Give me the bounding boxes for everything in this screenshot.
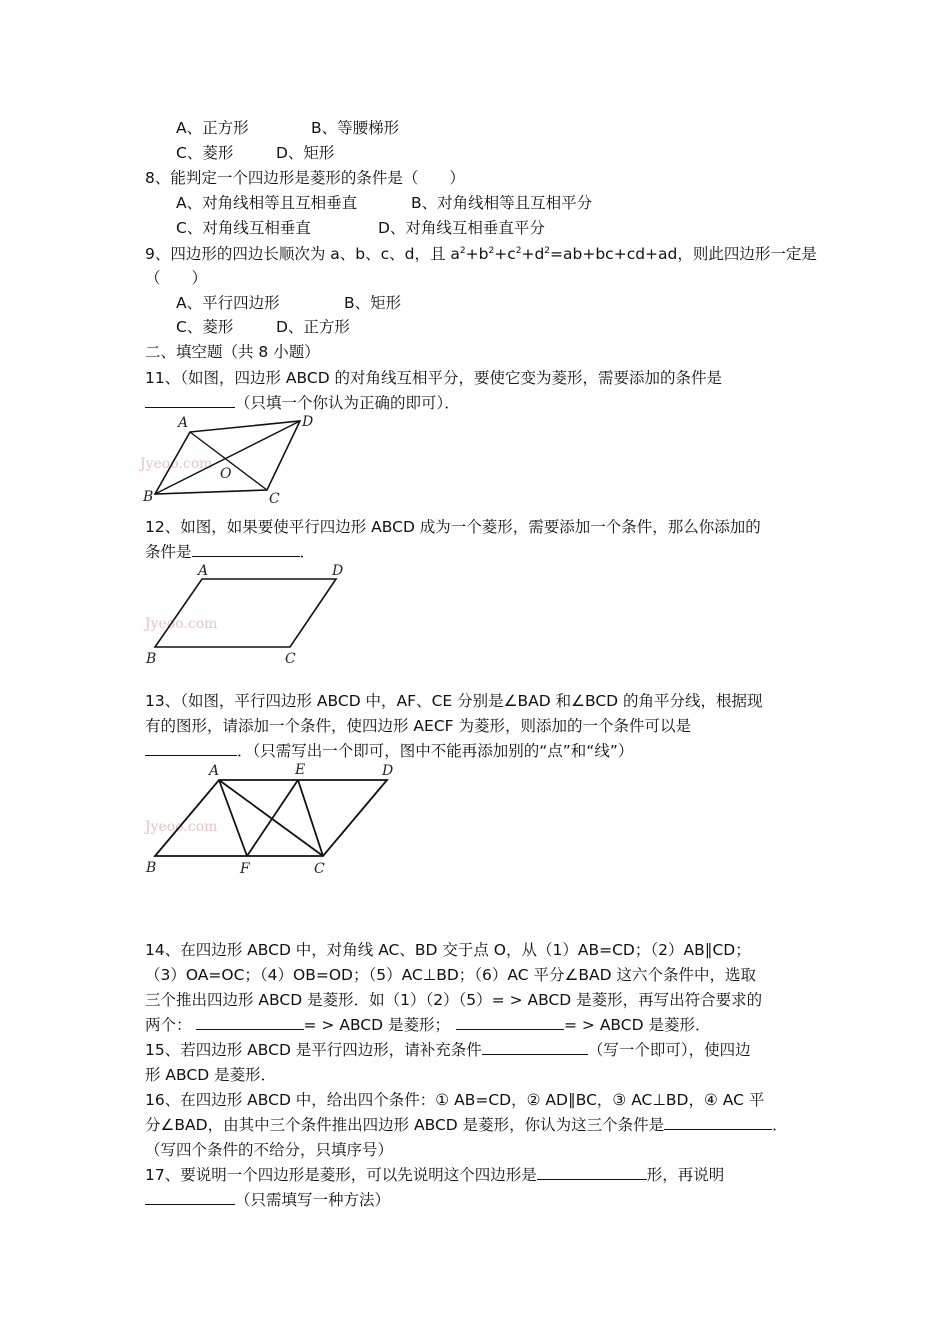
q11-answer-blank[interactable]	[145, 393, 235, 408]
q12-line1: 12、如图，如果要使平行四边形 ABCD 成为一个菱形，需要添加一个条件，那么你添加的	[145, 518, 761, 536]
q9-option-d: D、正方形	[276, 318, 350, 336]
q9-paren: （ ）	[145, 269, 208, 287]
q11-label-d: D	[302, 414, 314, 430]
q13-figure	[140, 758, 400, 883]
q14-line3: 三个推出四边形 ABCD 是菱形．如（1）（2）（5）= > ABCD 是菱形，再写出符合要求的	[145, 991, 763, 1009]
q8-option-a: A、对角线相等且互相垂直	[176, 194, 358, 212]
q13-line1: 13、（如图，平行四边形 ABCD 中，AF、CE 分别是∠BAD 和∠BCD 的角平分线，根据现	[145, 692, 763, 710]
q14-line1: 14、在四边形 ABCD 中，对角线 AC、BD 交于点 O，从（1）AB=CD；（2）AB∥CD；	[145, 941, 751, 959]
q14-line2: （3）OA=OC；（4）OB=OD；（5）AC⊥BD；（6）AC 平分∠BAD 这六个条件中，选取	[145, 966, 756, 984]
q15-line1: 15、若四边形 ABCD 是平行四边形，请补充条件 （写一个即可），使四边	[145, 1041, 751, 1059]
q12-figure	[140, 560, 355, 670]
q11-label-c: C	[269, 491, 280, 507]
q12-label-c: C	[285, 651, 296, 667]
q12-label-d: D	[332, 563, 344, 579]
q9-options-row2	[176, 317, 350, 337]
q13-label-f: F	[240, 861, 250, 877]
q11-figure	[138, 410, 328, 508]
q13-label-a: A	[209, 763, 220, 779]
q8-stem: 8、能判定一个四边形是菱形的条件是（ ）	[145, 169, 465, 187]
q8-option-c: C、对角线互相垂直	[176, 219, 311, 237]
q17-line2: （只需填写一种方法）	[145, 1190, 390, 1210]
q8-options-row2	[176, 218, 545, 238]
q14-answer-blank-2[interactable]	[456, 1015, 564, 1030]
q7-option-d: D、矩形	[276, 144, 335, 162]
q13-diagonal-ac	[219, 780, 323, 856]
q8-options-row1	[176, 193, 593, 213]
watermark-text: Jyeoo.com	[145, 616, 218, 632]
q15-answer-blank[interactable]	[482, 1040, 588, 1055]
q14-answer-blank-1[interactable]	[196, 1015, 304, 1030]
q16-line3: （写四个条件的不给分，只填序号）	[145, 1141, 394, 1159]
q7-options-row2	[176, 143, 335, 163]
q11-label-o: O	[220, 466, 232, 482]
q9-option-a: A、平行四边形	[176, 294, 280, 312]
q8-option-d: D、对角线互相垂直平分	[378, 219, 545, 237]
q12-label-b: B	[146, 651, 157, 667]
q13-segment-af	[219, 780, 247, 856]
watermark-text: Jyeoo.com	[140, 456, 213, 472]
q13-line2: 有的图形，请添加一个条件，使四边形 AECF 为菱形，则添加的一个条件可以是	[145, 717, 691, 735]
q17-answer-blank-1[interactable]	[537, 1165, 647, 1180]
q7-option-b: B、等腰梯形	[311, 119, 400, 137]
q8-option-b: B、对角线相等且互相平分	[411, 194, 593, 212]
q9-options-row1	[176, 293, 402, 313]
q13-segment-ec	[298, 780, 323, 856]
q13-label-d: D	[382, 763, 394, 779]
q9-stem: 9、四边形的四边长顺次为 a、b、c、d，且 $a^2+b^2+c^2+d^2=ab+bc+cd+ad$，则此四边形一定是	[145, 245, 817, 263]
q13-label-c: C	[314, 861, 325, 877]
q14-line4: 两个： = > ABCD 是菱形； = > ABCD 是菱形．	[145, 1016, 711, 1034]
q11-label-b: B	[143, 489, 154, 505]
section-heading: 二、填空题（共 8 小题）	[145, 343, 320, 361]
q16-line2: 分∠BAD，由其中三个条件推出四边形 ABCD 是菱形，你认为这三个条件是 ．	[145, 1116, 788, 1134]
q7-option-c: C、菱形	[176, 144, 234, 162]
q7-option-a: A、正方形	[176, 119, 249, 137]
q11-label-a: A	[178, 415, 189, 431]
q12-label-a: A	[198, 563, 209, 579]
q17-line1: 17、要说明一个四边形是菱形，可以先说明这个四边形是 形，再说明	[145, 1166, 725, 1184]
q17-answer-blank-2[interactable]	[145, 1190, 235, 1205]
q12-parallelogram	[155, 579, 336, 647]
q9-option-b: B、矩形	[344, 294, 402, 312]
q12-line2: 条件是 ．	[145, 543, 316, 561]
watermark-text: Jyeoo.com	[145, 819, 218, 835]
q13-answer-blank[interactable]	[145, 741, 237, 756]
q11-line2: （只填一个你认为正确的即可）．	[145, 393, 460, 413]
q15-line2: 形 ABCD 是菱形．	[145, 1066, 277, 1084]
q7-options-row1	[176, 118, 400, 138]
q13-label-e: E	[295, 762, 306, 778]
q13-label-b: B	[146, 860, 157, 876]
q13-segment-ef	[247, 780, 298, 856]
q16-answer-blank[interactable]	[664, 1115, 772, 1130]
q9-option-c: C、菱形	[176, 318, 234, 336]
q12-answer-blank[interactable]	[192, 542, 300, 557]
q11-line1: 11、（如图，四边形 ABCD 的对角线互相平分，要使它变为菱形，需要添加的条件是	[145, 369, 723, 387]
q16-line1: 16、在四边形 ABCD 中，给出四个条件：① AB=CD，② AD∥BC，③ AC⊥BD，④ AC 平	[145, 1091, 765, 1109]
q13-line3: ．（只需写出一个即可，图中不能再添加别的“点”和“线”）	[145, 741, 633, 761]
